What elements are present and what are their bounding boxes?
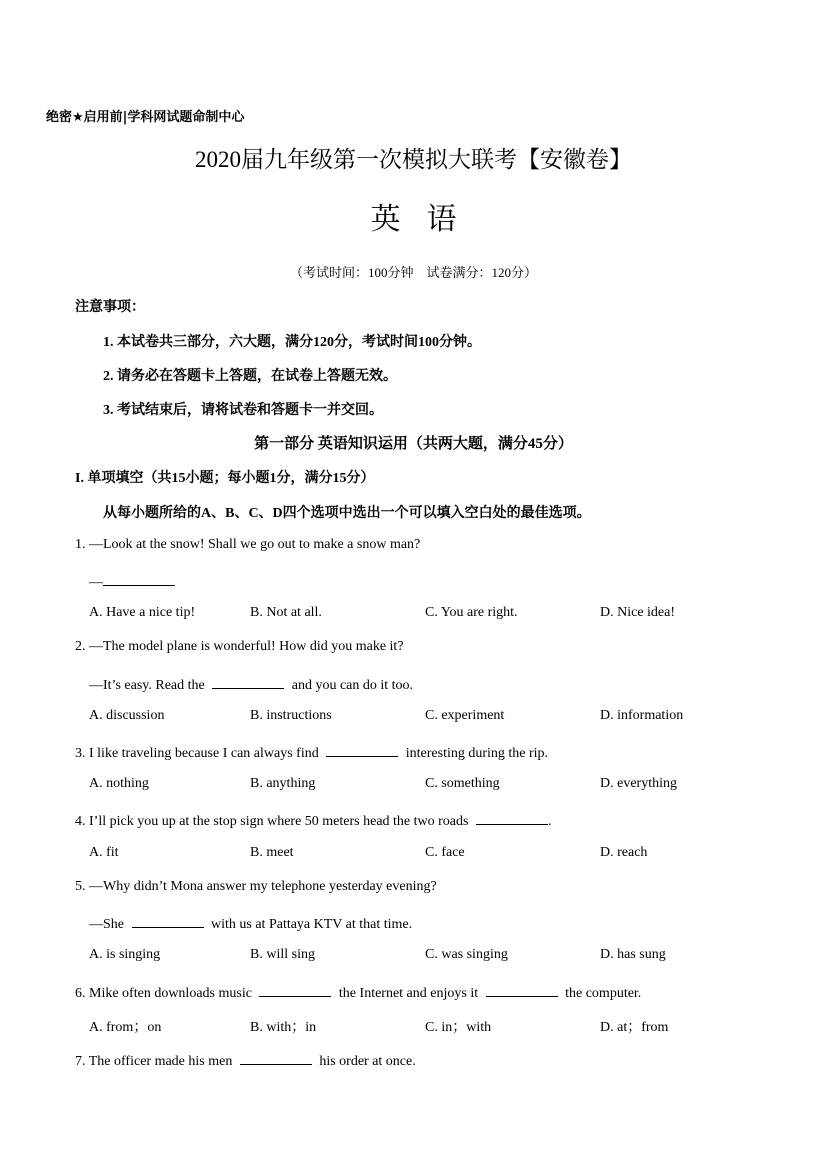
notice-item: 2. 请务必在答题卡上答题，在试卷上答题无效。 bbox=[103, 369, 397, 384]
reply-text: and you can do it too. bbox=[291, 678, 414, 693]
reply-dash: — bbox=[89, 575, 103, 590]
option-c[interactable]: C. experiment bbox=[425, 708, 505, 723]
header-note: 绝密★启用前|学科网试题命制中心 bbox=[46, 110, 245, 125]
option-d[interactable]: D. everything bbox=[600, 776, 677, 791]
answer-blank[interactable] bbox=[476, 810, 548, 825]
option-c[interactable]: C. something bbox=[425, 776, 500, 791]
option-a[interactable]: A. nothing bbox=[89, 776, 149, 791]
answer-blank[interactable] bbox=[259, 982, 331, 997]
option-a[interactable]: A. discussion bbox=[89, 708, 165, 723]
option-a[interactable]: A. Have a nice tip! bbox=[89, 605, 196, 620]
question-7 bbox=[75, 1050, 416, 1070]
option-b[interactable]: B. instructions bbox=[250, 708, 332, 723]
answer-blank[interactable] bbox=[103, 571, 175, 586]
option-d[interactable]: D. at；from bbox=[600, 1020, 669, 1035]
option-c[interactable]: C. face bbox=[425, 845, 465, 860]
exam-title: 2020届九年级第一次模拟大联考【安徽卷】 bbox=[195, 147, 632, 172]
notice-item: 3. 考试结束后，请将试卷和答题卡一并交回。 bbox=[103, 403, 383, 418]
reply-text: with us at Pattaya KTV at that time. bbox=[211, 917, 413, 932]
question-2: 2. —The model plane is wonderful! How did you make it? bbox=[75, 639, 404, 654]
section-title: I. 单项填空（共15小题；每小题1分，满分15分） bbox=[75, 471, 375, 486]
question-text: the Internet and enjoys it bbox=[338, 986, 479, 1001]
option-b[interactable]: B. Not at all. bbox=[250, 605, 322, 620]
question-text: 7. The officer made his men bbox=[75, 1054, 233, 1069]
question-6 bbox=[75, 982, 641, 1002]
option-c[interactable]: C. was singing bbox=[425, 947, 508, 962]
answer-blank[interactable] bbox=[326, 742, 398, 757]
exam-info: （考试时间：100分钟 试卷满分：120分） bbox=[289, 265, 537, 280]
option-c[interactable]: C. in；with bbox=[425, 1020, 492, 1035]
instruction: 从每小题所给的A、B、C、D四个选项中选出一个可以填入空白处的最佳选项。 bbox=[103, 506, 591, 521]
question-text: his order at once. bbox=[319, 1054, 416, 1069]
question-1: 1. —Look at the snow! Shall we go out to make a snow man? bbox=[75, 537, 421, 552]
option-b[interactable]: B. meet bbox=[250, 845, 294, 860]
answer-blank[interactable] bbox=[240, 1050, 312, 1065]
question-5-reply bbox=[89, 913, 412, 933]
question-text: 4. I’ll pick you up at the stop sign where 50 meters head the two roads bbox=[75, 814, 469, 829]
answer-blank[interactable] bbox=[486, 982, 558, 997]
reply-text: —She bbox=[89, 917, 124, 932]
subject-title: 英语 bbox=[370, 203, 483, 236]
option-a[interactable]: A. from；on bbox=[89, 1020, 162, 1035]
part-title: 第一部分 英语知识运用（共两大题，满分45分） bbox=[254, 436, 573, 452]
notice-item: 1. 本试卷共三部分，六大题，满分120分，考试时间100分钟。 bbox=[103, 335, 481, 350]
option-d[interactable]: D. reach bbox=[600, 845, 648, 860]
answer-blank[interactable] bbox=[132, 913, 204, 928]
option-d[interactable]: D. Nice idea! bbox=[600, 605, 676, 620]
option-a[interactable]: A. fit bbox=[89, 845, 119, 860]
question-text: . bbox=[547, 814, 552, 829]
option-b[interactable]: B. with；in bbox=[250, 1020, 317, 1035]
question-5: 5. —Why didn’t Mona answer my telephone yesterday evening? bbox=[75, 879, 437, 894]
option-b[interactable]: B. anything bbox=[250, 776, 316, 791]
question-2-reply bbox=[89, 674, 413, 694]
option-d[interactable]: D. has sung bbox=[600, 947, 666, 962]
question-text: interesting during the rip. bbox=[405, 746, 549, 761]
option-d[interactable]: D. information bbox=[600, 708, 684, 723]
question-text: the computer. bbox=[565, 986, 642, 1001]
question-4 bbox=[75, 810, 551, 830]
question-text: 3. I like traveling because I can always find bbox=[75, 746, 319, 761]
notice-title: 注意事项： bbox=[75, 299, 145, 315]
option-a[interactable]: A. is singing bbox=[89, 947, 161, 962]
question-text: 6. Mike often downloads music bbox=[75, 986, 252, 1001]
question-1-reply bbox=[89, 571, 175, 591]
question-3 bbox=[75, 742, 548, 762]
answer-blank[interactable] bbox=[212, 674, 284, 689]
option-b[interactable]: B. will sing bbox=[250, 947, 315, 962]
option-c[interactable]: C. You are right. bbox=[425, 605, 518, 620]
reply-text: —It’s easy. Read the bbox=[89, 678, 205, 693]
